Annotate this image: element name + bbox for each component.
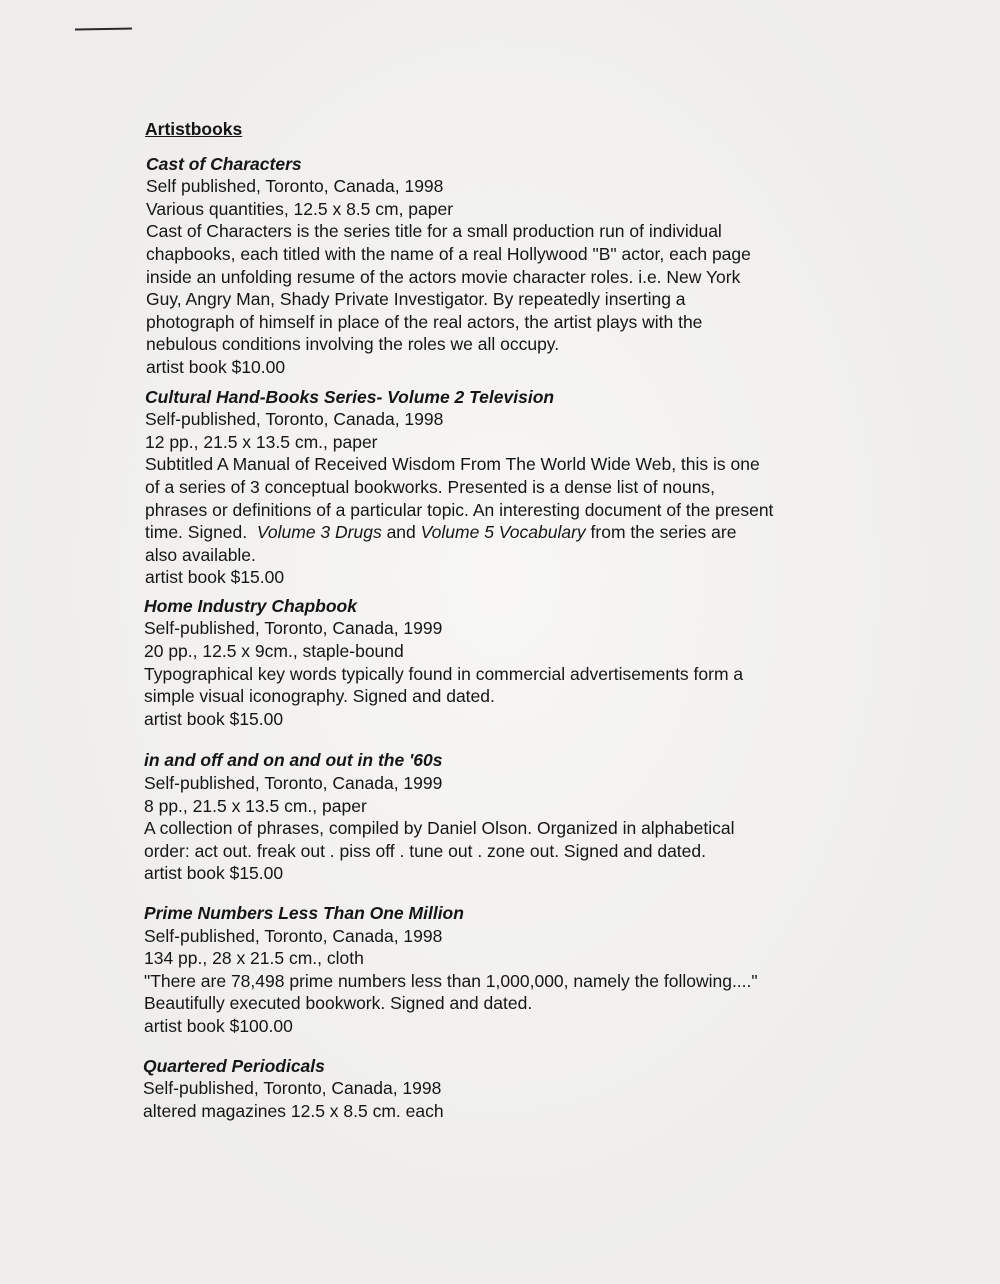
publisher-line: Self published, Toronto, Canada, 1998	[146, 176, 444, 197]
publisher-line: Self-published, Toronto, Canada, 1998	[145, 409, 444, 430]
price-line: artist book $100.00	[144, 1015, 293, 1036]
entry-title: Cast of Characters	[146, 153, 302, 174]
publisher-line: Self-published, Toronto, Canada, 1998	[144, 925, 443, 946]
entry-title: Prime Numbers Less Than One Million	[144, 903, 464, 923]
document-body	[143, 118, 863, 1122]
description-line: Cast of Characters is the series title for a small production run of individual	[146, 221, 722, 242]
price-line: artist book $15.00	[145, 567, 285, 588]
entry-home-industry-chapbook	[144, 595, 863, 731]
description-line: Typographical key words typically found in commercial advertisements form a	[144, 663, 744, 684]
description-line: Subtitled A Manual of Received Wisdom From The World Wide Web, this is one	[145, 454, 760, 475]
description-text: and	[381, 522, 421, 543]
description-line: order: act out. freak out . piss off . tune out . zone out. Signed and dated.	[144, 840, 706, 861]
entry-title: Home Industry Chapbook	[144, 595, 357, 616]
description-line: chapbooks, each titled with the name of a real Hollywood "B" actor, each page	[146, 243, 751, 264]
publisher-line: Self-published, Toronto, Canada, 1999	[144, 618, 443, 639]
description-line: "There are 78,498 prime numbers less than 1,000,000, namely the following...."	[144, 970, 758, 991]
format-line: Various quantities, 12.5 x 8.5 cm, paper	[146, 198, 454, 219]
entry-title: in and off and on and out in the '60s	[144, 750, 443, 771]
entry-cultural-hand-books	[145, 386, 863, 589]
price-line: artist book $10.00	[146, 356, 286, 377]
section-title: Artistbooks	[145, 119, 243, 139]
entry-title: Cultural Hand-Books Series- Volume 2 Television	[145, 386, 555, 407]
format-line: 134 pp., 28 x 21.5 cm., cloth	[144, 948, 364, 969]
publisher-line: Self-published, Toronto, Canada, 1998	[143, 1078, 442, 1099]
entry-title: Quartered Periodicals	[143, 1055, 325, 1076]
entry-cast-of-characters	[146, 153, 863, 379]
description-line: phrases or definitions of a particular topic. An interesting document of the present	[145, 499, 774, 520]
description-line: inside an unfolding resume of the actors movie character roles. i.e. New York	[146, 266, 741, 287]
series-title-volume-5: Volume 5 Vocabulary	[420, 522, 586, 543]
description-line: photograph of himself in place of the real actors, the artist plays with the	[146, 311, 703, 332]
description-line: A collection of phrases, compiled by Daniel Olson. Organized in alphabetical	[144, 818, 735, 839]
publisher-line: Self-published, Toronto, Canada, 1999	[144, 773, 443, 794]
description-text: from the series are	[585, 522, 737, 543]
description-line: Guy, Angry Man, Shady Private Investigator. By repeatedly inserting a	[146, 289, 686, 310]
entry-in-and-off	[144, 749, 863, 885]
format-line: 8 pp., 21.5 x 13.5 cm., paper	[144, 795, 367, 816]
description-text: time. Signed.	[145, 522, 257, 543]
pen-mark	[75, 28, 132, 31]
format-line: 12 pp., 21.5 x 13.5 cm., paper	[145, 431, 378, 452]
description-line: simple visual iconography. Signed and dated.	[144, 686, 495, 707]
description-line: nebulous conditions involving the roles we all occupy.	[146, 334, 560, 355]
description-line: also available.	[145, 544, 256, 565]
series-title-volume-3: Volume 3 Drugs	[256, 522, 382, 543]
price-line: artist book $15.00	[144, 708, 284, 729]
description-line: of a series of 3 conceptual bookworks. Presented is a dense list of nouns,	[145, 476, 716, 497]
description-line-mixed	[145, 521, 863, 544]
description-line: Beautifully executed bookwork. Signed and dated.	[144, 993, 533, 1014]
format-line: 20 pp., 12.5 x 9cm., staple-bound	[144, 641, 404, 662]
entry-prime-numbers	[144, 902, 863, 1038]
price-line: artist book $15.00	[144, 863, 284, 884]
format-line: altered magazines 12.5 x 8.5 cm. each	[143, 1100, 444, 1121]
entry-quartered-periodicals	[143, 1055, 863, 1123]
